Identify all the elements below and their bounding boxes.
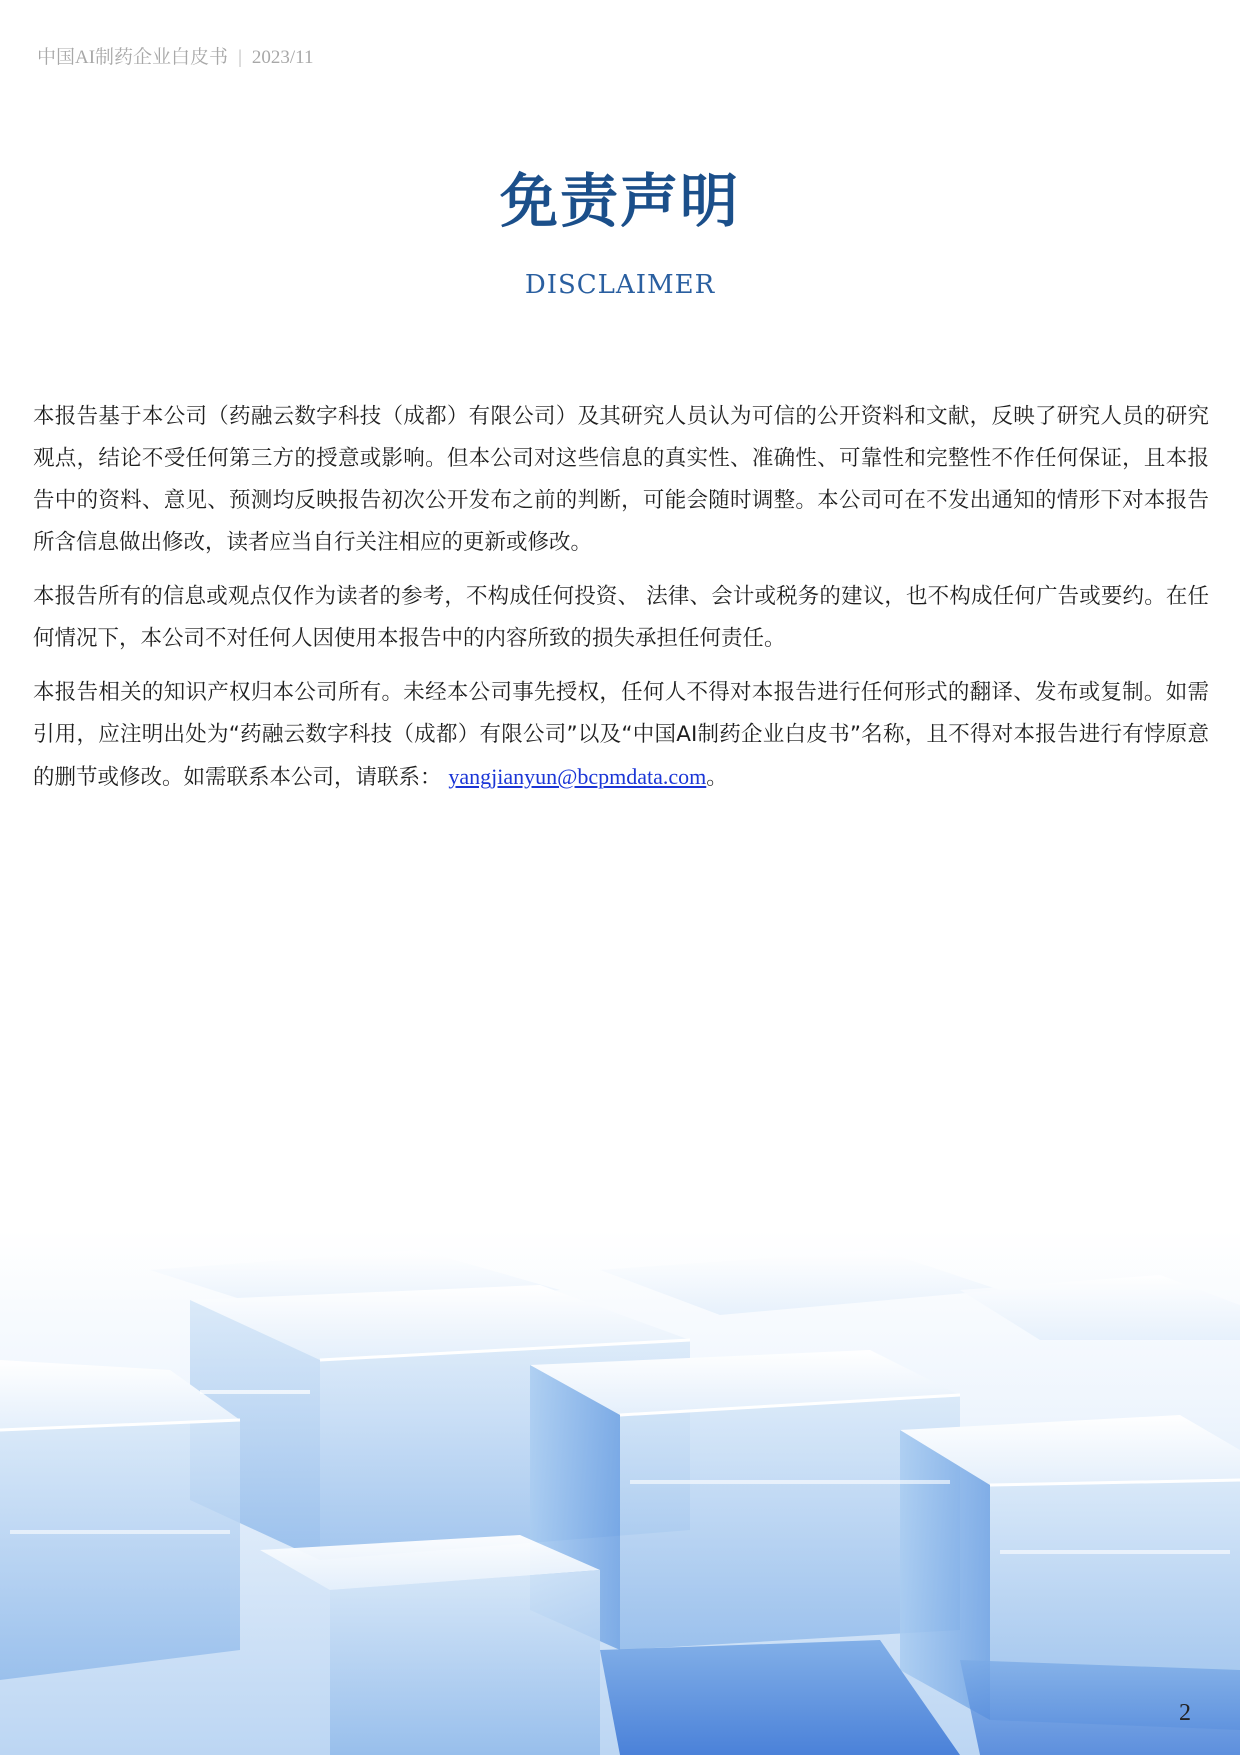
paragraph-3-text: 本报告相关的知识产权归本公司所有。未经本公司事先授权，任何人不得对本报告进行任何形式的翻译、发布或复制。如需引用，应注明出处为“药融云数字科技（成都）有限公司”以及“中国AI制药企业白皮书”名称，且不得对本报告进行有悖原意的删节或修改。如需联系本公司，请联系：	[33, 680, 1209, 790]
page-subtitle: DISCLAIMER	[524, 270, 716, 300]
contact-email-link[interactable]: yangjianyun@bcpmdata.com	[448, 764, 707, 789]
glass-highlight-1	[200, 1390, 310, 1394]
glass-highlight-4	[10, 1530, 230, 1534]
paragraph-3-end: 。	[706, 765, 728, 790]
page-title: 免责声明	[499, 167, 740, 235]
decorative-glass-cubes-image	[0, 1230, 1240, 1755]
cube-far-left-side	[0, 1420, 240, 1680]
paragraph-3	[33, 672, 1209, 799]
page-number: 2	[1179, 1700, 1191, 1726]
glass-highlight-2	[630, 1480, 950, 1484]
running-header	[37, 42, 313, 69]
paragraph-2: 本报告所有的信息或观点仅作为读者的参考，不构成任何投资、 法律、会计或税务的建议，也不构成任何广告或要约。在任何情况下，本公司不对任何人因使用本报告中的内容所致的损失承担任何责任。	[33, 584, 1209, 651]
header-doc-title: 中国AI制药企业白皮书	[37, 47, 229, 68]
paragraph-1: 本报告基于本公司（药融云数字科技（成都）有限公司）及其研究人员认为可信的公开资料和文献，反映了研究人员的研究观点，结论不受任何第三方的授意或影响。但本公司对这些信息的真实性、准确性、可靠性和完整性不作任何保证，且本报告中的资料、意见、预测均反映报告初次公开发布之前的判断，可能会随时调整。本公司可在不发出通知的情形下对本报告所含信息做出修改，读者应当自行关注相应的更新或修改。	[33, 404, 1209, 555]
disclaimer-body	[33, 396, 1209, 811]
header-separator: |	[238, 47, 242, 68]
cube-lower-left-side	[330, 1570, 600, 1755]
glass-highlight-3	[1000, 1550, 1230, 1554]
header-date: 2023/11	[251, 47, 314, 68]
